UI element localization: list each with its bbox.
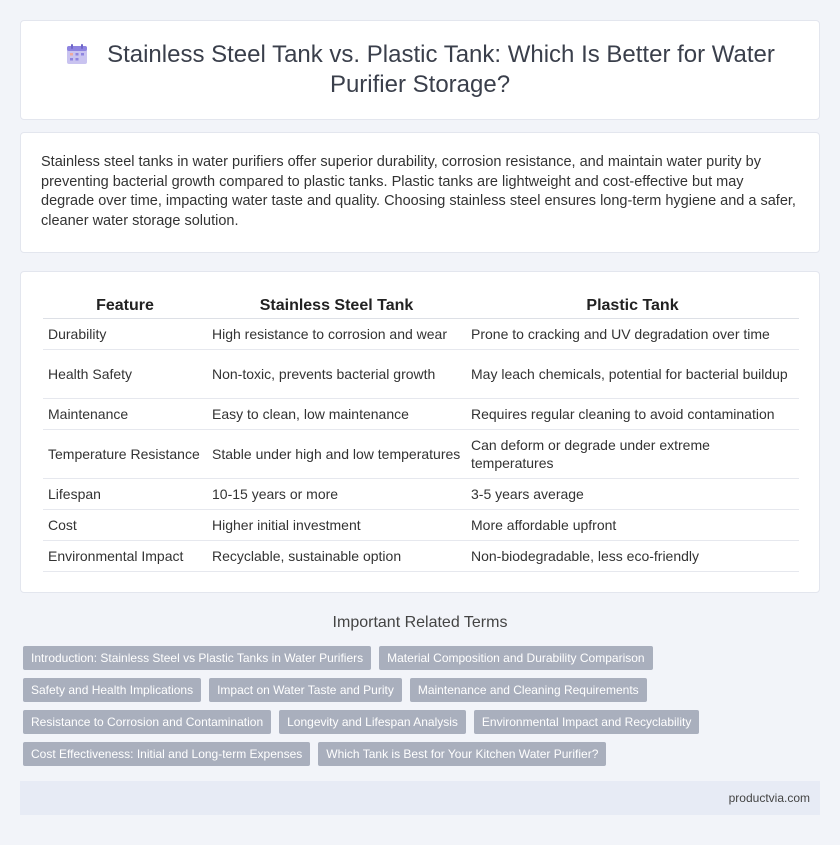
table-cell: Stable under high and low temperatures xyxy=(207,429,466,478)
related-term-tag[interactable]: Resistance to Corrosion and Contamination xyxy=(23,710,271,734)
related-term-tag[interactable]: Cost Effectiveness: Initial and Long-term Expenses xyxy=(23,742,310,766)
related-term-tag[interactable]: Which Tank is Best for Your Kitchen Water Purifier? xyxy=(318,742,606,766)
table-cell: Recyclable, sustainable option xyxy=(207,540,466,571)
table-cell: Temperature Resistance xyxy=(43,429,207,478)
comparison-table xyxy=(43,294,799,572)
table-cell: Non-biodegradable, less eco-friendly xyxy=(466,540,799,571)
table-cell: Maintenance xyxy=(43,398,207,429)
table-header-row xyxy=(43,294,799,318)
table-cell: Easy to clean, low maintenance xyxy=(207,398,466,429)
column-header-plastic: Plastic Tank xyxy=(466,294,799,318)
related-term-tag[interactable]: Material Composition and Durability Comparison xyxy=(379,646,652,670)
table-row xyxy=(43,398,799,429)
table-row xyxy=(43,318,799,349)
table-row xyxy=(43,349,799,398)
table-cell: Requires regular cleaning to avoid contamination xyxy=(466,398,799,429)
related-terms-heading: Important Related Terms xyxy=(332,614,508,631)
comparison-card xyxy=(20,271,820,593)
table-cell: Health Safety xyxy=(43,349,207,398)
table-row xyxy=(43,540,799,571)
related-term-tag[interactable]: Maintenance and Cleaning Requirements xyxy=(410,678,647,702)
table-row xyxy=(43,509,799,540)
related-term-tag[interactable]: Impact on Water Taste and Purity xyxy=(209,678,402,702)
related-term-tag[interactable]: Longevity and Lifespan Analysis xyxy=(279,710,466,734)
page-title: Stainless Steel Tank vs. Plastic Tank: Which Is Better for Water Purifier Storage? xyxy=(51,40,789,100)
site-link[interactable]: productvia.com xyxy=(728,791,810,805)
table-cell: Environmental Impact xyxy=(43,540,207,571)
table-row xyxy=(43,429,799,478)
related-terms-list xyxy=(23,646,823,774)
table-cell: Prone to cracking and UV degradation over time xyxy=(466,318,799,349)
table-cell: Lifespan xyxy=(43,478,207,509)
related-term-tag[interactable]: Environmental Impact and Recyclability xyxy=(474,710,699,734)
table-cell: May leach chemicals, potential for bacterial buildup xyxy=(466,349,799,398)
table-cell: Higher initial investment xyxy=(207,509,466,540)
summary-text: Stainless steel tanks in water purifiers offer superior durability, corrosion resistance, and maintain water purity by preventing bacterial growth compared to plastic tanks. Plastic tanks are lightweight and cost-effective but may degrade over time, impacting water taste and quality. Choosing stainless steel ensures long-term hygiene and a safer, cleaner water storage solution. xyxy=(41,154,796,229)
table-cell: High resistance to corrosion and wear xyxy=(207,318,466,349)
table-cell: Cost xyxy=(43,509,207,540)
table-row xyxy=(43,478,799,509)
header-card xyxy=(20,20,820,120)
table-cell: More affordable upfront xyxy=(466,509,799,540)
footer xyxy=(20,781,820,815)
summary-card xyxy=(20,132,820,253)
related-term-tag[interactable]: Safety and Health Implications xyxy=(23,678,201,702)
table-cell: Non-toxic, prevents bacterial growth xyxy=(207,349,466,398)
related-term-tag[interactable]: Introduction: Stainless Steel vs Plastic Tanks in Water Purifiers xyxy=(23,646,371,670)
column-header-feature: Feature xyxy=(43,294,207,318)
column-header-stainless: Stainless Steel Tank xyxy=(207,294,466,318)
table-cell: 3-5 years average xyxy=(466,478,799,509)
table-cell: 10-15 years or more xyxy=(207,478,466,509)
calendar-icon xyxy=(65,42,89,66)
table-cell: Can deform or degrade under extreme temperatures xyxy=(466,429,799,478)
table-cell: Durability xyxy=(43,318,207,349)
